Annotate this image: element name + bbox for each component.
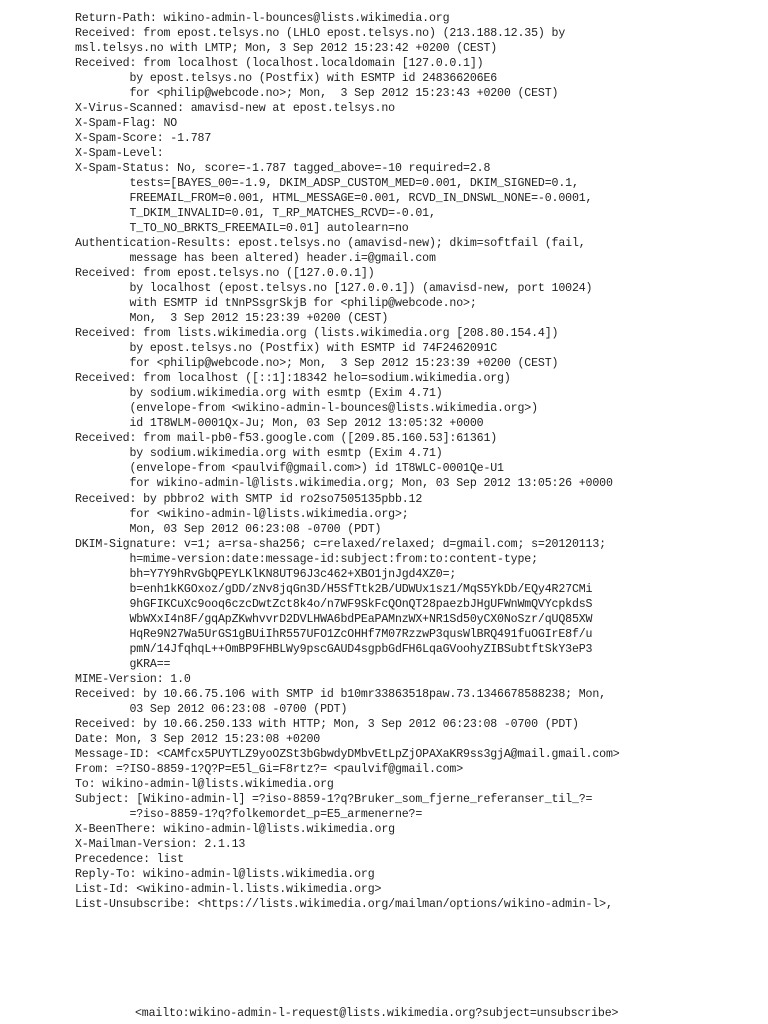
header-line: Received: by 10.66.250.133 with HTTP; Mon, 3 Sep 2012 06:23:08 -0700 (PDT) xyxy=(75,717,579,731)
header-line: MIME-Version: 1.0 xyxy=(75,672,191,686)
header-line: Mon, 3 Sep 2012 15:23:39 +0200 (CEST) xyxy=(75,312,389,326)
header-line: message has been altered) header.i=@gmail.com xyxy=(75,252,436,266)
header-line: Received: from localhost (localhost.localdomain [127.0.0.1]) xyxy=(75,57,484,71)
header-line: HqRe9N27Wa5UrGS1gBUiIhR557UFO1ZcOHHf7M07RzzwP3qusWlBRQ491fuOGIrE8f/u xyxy=(75,627,593,641)
header-line: Mon, 03 Sep 2012 06:23:08 -0700 (PDT) xyxy=(75,522,382,536)
header-line: pmN/14JfqhqL++OmBP9FHBLWy9pscGAUD4sgpbGdFH6LqaGVoohyZIBSubtftSkY3eP3 xyxy=(75,642,593,656)
header-line: (envelope-from <paulvif@gmail.com>) id 1T8WLC-0001Qe-U1 xyxy=(75,462,504,476)
header-line: msl.telsys.no with LMTP; Mon, 3 Sep 2012 15:23:42 +0200 (CEST) xyxy=(75,42,498,56)
header-line: bh=Y7Y9hRvGbQPEYLKlKN8UT96J3c462+XBO1jnJgd4XZ0=; xyxy=(75,567,457,581)
header-line: id 1T8WLM-0001Qx-Ju; Mon, 03 Sep 2012 13:05:32 +0000 xyxy=(75,417,484,431)
header-line: From: =?ISO-8859-1?Q?P=E5l_Gi=F8rtz?= <paulvif@gmail.com> xyxy=(75,762,464,776)
header-line: Precedence: list xyxy=(75,852,184,866)
header-line: tests=[BAYES_00=-1.9, DKIM_ADSP_CUSTOM_MED=0.001, DKIM_SIGNED=0.1, xyxy=(75,177,579,191)
header-line: =?iso-8859-1?q?folkemordet_p=E5_armenerne?= xyxy=(75,807,423,821)
header-line: List-Id: <wikino-admin-l.lists.wikimedia.org> xyxy=(75,882,382,896)
header-line: Received: by pbbro2 with SMTP id ro2so7505135pbb.12 xyxy=(75,492,423,506)
list-unsubscribe-mailto-line: <mailto:wikino-admin-l-request@lists.wikimedia.org?subject=unsubscribe> xyxy=(135,1007,619,1020)
header-line: for <wikino-admin-l@lists.wikimedia.org>; xyxy=(75,507,409,521)
header-line: T_TO_NO_BRKTS_FREEMAIL=0.01] autolearn=no xyxy=(75,222,409,236)
header-line: by localhost (epost.telsys.no [127.0.0.1]) (amavisd-new, port 10024) xyxy=(75,282,593,296)
header-line: for <philip@webcode.no>; Mon, 3 Sep 2012 15:23:39 +0200 (CEST) xyxy=(75,357,559,371)
header-line: Received: from mail-pb0-f53.google.com ([209.85.160.53]:61361) xyxy=(75,432,498,446)
header-line: by epost.telsys.no (Postfix) with ESMTP id 74F2462091C xyxy=(75,342,498,356)
header-line: X-Spam-Score: -1.787 xyxy=(75,132,212,146)
header-line: Date: Mon, 3 Sep 2012 15:23:08 +0200 xyxy=(75,732,321,746)
header-line: X-Spam-Flag: NO xyxy=(75,117,178,131)
header-line: X-BeenThere: wikino-admin-l@lists.wikimedia.org xyxy=(75,822,395,836)
header-line: Authentication-Results: epost.telsys.no (amavisd-new); dkim=softfail (fail, xyxy=(75,237,586,251)
header-line: X-Mailman-Version: 2.1.13 xyxy=(75,837,246,851)
header-line: X-Spam-Level: xyxy=(75,147,164,161)
header-line: Return-Path: wikino-admin-l-bounces@lists.wikimedia.org xyxy=(75,12,450,25)
header-line: 03 Sep 2012 06:23:08 -0700 (PDT) xyxy=(75,702,348,716)
header-line: 9hGFIKCuXc9ooq6czcDwtZct8k4o/n7WF9SkFcQOnQT28paezbJHgUFWnWmQVYcpkdsS xyxy=(75,597,593,611)
header-line: gKRA== xyxy=(75,657,171,671)
header-line: X-Spam-Status: No, score=-1.787 tagged_above=-10 required=2.8 xyxy=(75,162,491,176)
header-line: T_DKIM_INVALID=0.01, T_RP_MATCHES_RCVD=-0.01, xyxy=(75,207,436,221)
header-line: DKIM-Signature: v=1; a=rsa-sha256; c=relaxed/relaxed; d=gmail.com; s=20120113; xyxy=(75,537,606,551)
header-line: Subject: [Wikino-admin-l] =?iso-8859-1?q?Bruker_som_fjerne_referanser_til_?= xyxy=(75,792,593,806)
header-line: by epost.telsys.no (Postfix) with ESMTP id 248366206E6 xyxy=(75,72,498,86)
header-line: X-Virus-Scanned: amavisd-new at epost.telsys.no xyxy=(75,102,395,116)
email-headers-block xyxy=(75,11,755,912)
header-line: To: wikino-admin-l@lists.wikimedia.org xyxy=(75,777,334,791)
header-line: for <philip@webcode.no>; Mon, 3 Sep 2012 15:23:43 +0200 (CEST) xyxy=(75,87,559,101)
header-line: Received: by 10.66.75.106 with SMTP id b10mr33863518paw.73.1346678588238; Mon, xyxy=(75,687,606,701)
header-line: List-Unsubscribe: <https://lists.wikimedia.org/mailman/options/wikino-admin-l>, xyxy=(75,897,613,911)
header-line: Message-ID: <CAMfcx5PUYTLZ9yoOZSt3bGbwdyDMbvEtLpZjOPAXaKR9ss3gjA@mail.gmail.com> xyxy=(75,747,620,761)
header-line: (envelope-from <wikino-admin-l-bounces@lists.wikimedia.org>) xyxy=(75,402,538,416)
header-line: by sodium.wikimedia.org with esmtp (Exim 4.71) xyxy=(75,447,443,461)
header-line: Received: from epost.telsys.no ([127.0.0.1]) xyxy=(75,267,375,281)
header-line: WbWXxI4n8F/gqApZKwhvvrD2DVLHWA6bdPEaPAMnzWX+NR1Sd50yCX0NoSzr/qUQ85XW xyxy=(75,612,593,626)
header-line: for wikino-admin-l@lists.wikimedia.org; Mon, 03 Sep 2012 13:05:26 +0000 xyxy=(75,477,613,491)
header-line: Received: from epost.telsys.no (LHLO epost.telsys.no) (213.188.12.35) by xyxy=(75,27,566,41)
header-line: FREEMAIL_FROM=0.001, HTML_MESSAGE=0.001, RCVD_IN_DNSWL_NONE=-0.0001, xyxy=(75,192,593,206)
header-line: Received: from localhost ([::1]:18342 helo=sodium.wikimedia.org) xyxy=(75,372,511,386)
header-line: Reply-To: wikino-admin-l@lists.wikimedia.org xyxy=(75,867,375,881)
header-line: b=enh1kKGOxoz/gDD/zNv8jqGn3D/H5SfTtk2B/UDWUx1sz1/MqS5YkDb/EQy4R27CMi xyxy=(75,582,593,596)
header-line: with ESMTP id tNnPSsgrSkjB for <philip@webcode.no>; xyxy=(75,297,477,311)
header-line: by sodium.wikimedia.org with esmtp (Exim 4.71) xyxy=(75,387,443,401)
header-line: h=mime-version:date:message-id:subject:from:to:content-type; xyxy=(75,552,538,566)
header-line: Received: from lists.wikimedia.org (lists.wikimedia.org [208.80.154.4]) xyxy=(75,327,559,341)
